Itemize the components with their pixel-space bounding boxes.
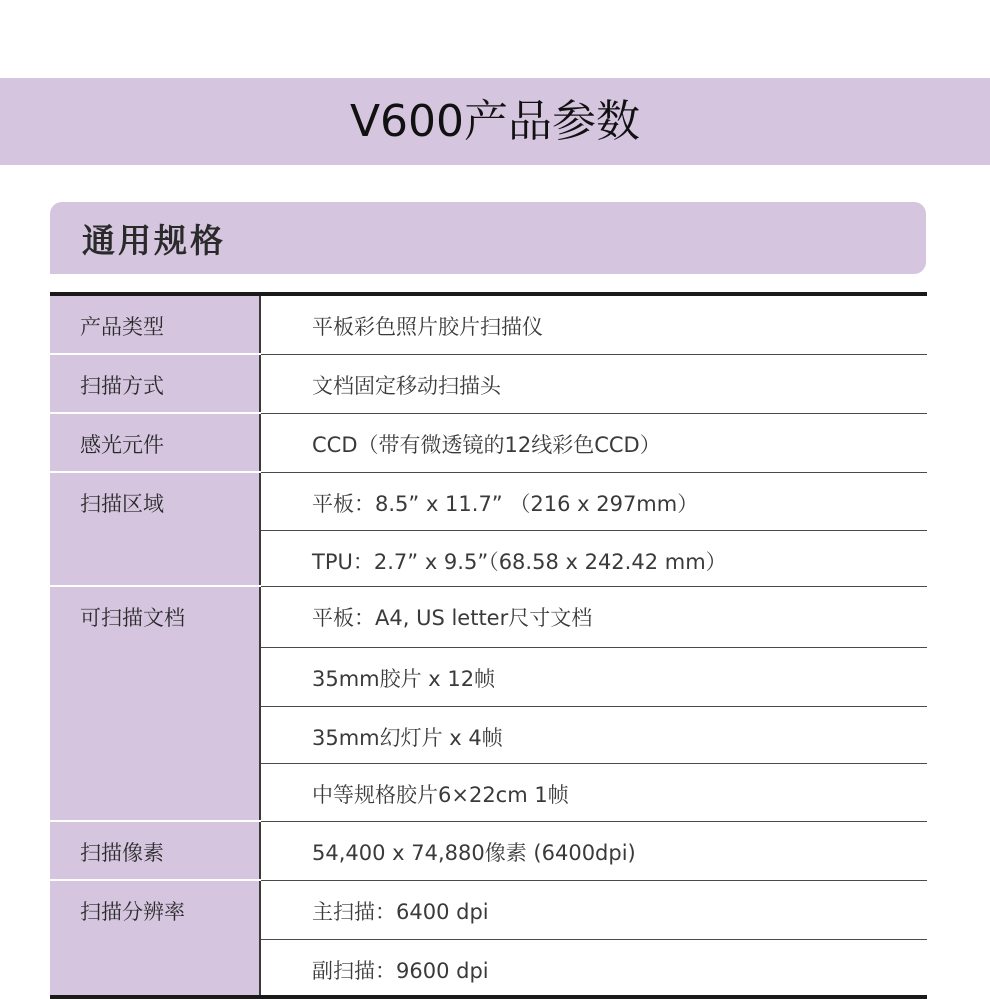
bottom-rule [50,995,927,999]
page-title: V600产品参数 [349,96,641,147]
spec-label: 产品类型 [50,294,260,354]
section-title: 通用规格 [82,221,226,260]
spec-label: 感光元件 [50,413,260,472]
spec-row-scan-method [50,354,927,413]
spec-label: 扫描方式 [50,354,260,413]
spec-value: TPU：2.7” x 9.5”（68.58 x 242.42 mm） [260,530,927,586]
spec-value: 35mm幻灯片 x 4帧 [260,706,927,763]
spec-table [50,292,927,997]
spec-value: 54,400 x 74,880像素 (6400dpi) [260,821,927,880]
spec-value: 35mm胶片 x 12帧 [260,647,927,706]
spec-row-sensor [50,413,927,472]
spec-row-product-type [50,294,927,354]
spec-label: 扫描区域 [50,472,260,586]
spec-value: 平板：A4, US letter尺寸文档 [260,586,927,647]
spec-row-scan-pixels [50,821,927,880]
spec-label: 扫描分辨率 [50,880,260,996]
spec-value: 平板：8.5” x 11.7” （216 x 297mm） [260,472,927,530]
spec-row-scannable-docs [50,586,927,647]
spec-row-scan-area [50,472,927,530]
spec-label: 可扫描文档 [50,586,260,821]
spec-value: 文档固定移动扫描头 [260,354,927,413]
spec-value: 副扫描：9600 dpi [312,958,489,983]
spec-value: 中等规格胶片6×22cm 1帧 [260,763,927,821]
spec-value: CCD（带有微透镜的12线彩色CCD） [260,413,927,472]
spec-value: 平板彩色照片胶片扫描仪 [260,294,927,354]
spec-label: 扫描像素 [50,821,260,880]
spec-value: 主扫描：6400 dpi [260,880,927,939]
spec-row-resolution [50,880,927,939]
